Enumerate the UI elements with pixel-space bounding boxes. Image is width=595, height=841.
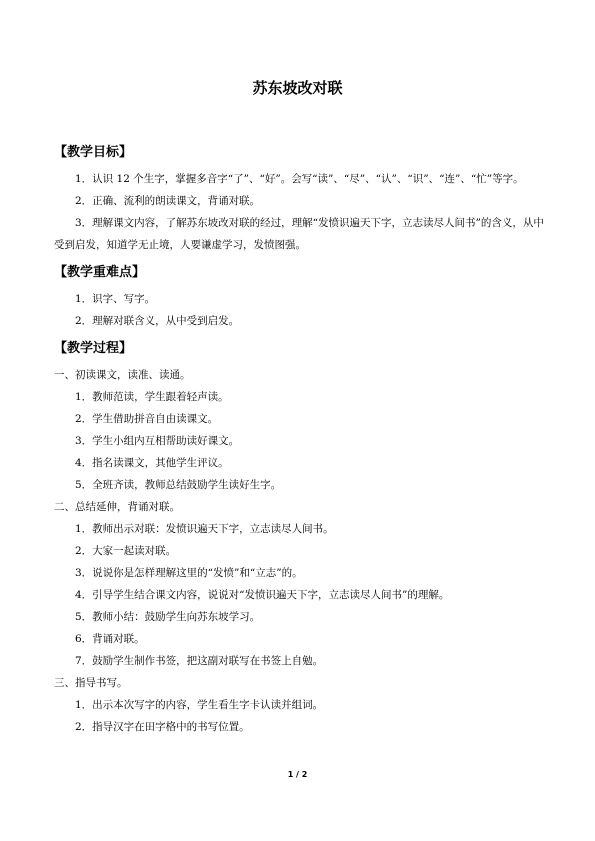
process-step-item: 5．教师小结：鼓励学生向苏东坡学习。 [75, 611, 261, 623]
process-step-item: 3．学生小组内互相帮助读好课文。 [75, 435, 240, 447]
section-heading-goals: 【教学目标】 [54, 145, 133, 160]
process-step-title: 三、指导书写。 [54, 677, 128, 689]
document-body [54, 142, 544, 738]
process-step-item: 2．学生借助拼音自由读课文。 [75, 413, 219, 425]
process-step-item: 2．指导汉字在田字格中的书写位置。 [75, 721, 250, 733]
section-heading-key-points: 【教学重难点】 [54, 265, 146, 280]
process-step-item: 4．引导学生结合课文内容，说说对“发愤识遍天下字，立志读尽人间书”的理解。 [75, 589, 450, 601]
process-step-item: 4．指名读课文，其他学生评议。 [75, 457, 229, 469]
section-heading-process: 【教学过程】 [54, 341, 133, 356]
process-step-title: 二、总结延伸，背诵对联。 [54, 501, 180, 513]
goal-item: 3．理解课文内容，了解苏东坡改对联的经过，理解“发愤识遍天下字，立志读尽人间书”的含义，从中受到启发，知道学无止境，人要谦虚学习，发愤图强。 [54, 217, 544, 251]
process-step-item: 2．大家一起读对联。 [75, 545, 177, 557]
process-step-item: 1．教师出示对联：发愤识遍天下字，立志读尽人间书。 [75, 523, 334, 535]
process-step-item: 6．背诵对联。 [75, 633, 145, 645]
page-number: 1 / 2 [287, 770, 308, 779]
process-step-item: 5．全班齐读，教师总结鼓励学生读好生字。 [75, 479, 282, 491]
goal-item: 1．认识 12 个生字，掌握多音字“了”、“好”。会写“读”、“尽”、“认”、“识”、“连”、“忙”等字。 [75, 173, 524, 185]
process-step-item: 3．说说你是怎样理解这里的“发愤”和“立志”的。 [75, 567, 303, 579]
document-title: 苏东坡改对联 [252, 79, 343, 97]
process-step-item: 7．鼓励学生制作书签，把这副对联写在书签上自勉。 [75, 655, 324, 667]
process-step-item: 1．教师范读，学生跟着轻声读。 [75, 391, 229, 403]
key-point-item: 1．识字、写字。 [75, 293, 156, 305]
process-step-title: 一、初读课文，读准、读通。 [54, 369, 191, 381]
key-point-item: 2．理解对联含义，从中受到启发。 [75, 315, 240, 327]
goal-item: 2．正确、流利的朗读课文，背诵对联。 [75, 195, 261, 207]
process-step-item: 1．出示本次写字的内容，学生看生字卡认读并组词。 [75, 699, 324, 711]
